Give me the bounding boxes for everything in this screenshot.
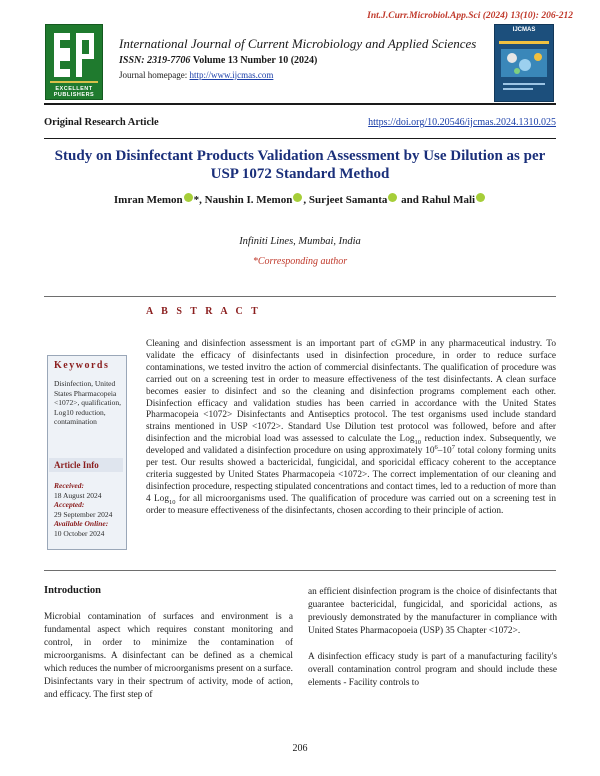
article-title: Study on Disinfectant Products Validation Assessment by Use Dilution as per USP 1072 Standard Method [54,148,546,182]
accepted-label: Accepted: [54,500,85,510]
available-online-label: Available Online: [54,519,109,529]
author-name: Imran Memon [113,194,183,206]
author-list [40,193,560,206]
introduction-heading: Introduction [44,585,101,596]
article-type-divider [44,138,556,139]
author-name: Naushin I. Memon [204,194,293,206]
affiliation: Infiniti Lines, Mumbai, India [239,236,361,247]
abstract-bottom-divider [44,570,556,571]
header-divider [44,103,556,105]
orcid-icon[interactable] [293,193,302,202]
author-separator: and [398,194,422,206]
article-type: Original Research Article [44,117,159,128]
orcid-icon[interactable] [476,193,485,202]
keywords-heading: Keywords [54,360,110,371]
journal-citation: Int.J.Curr.Microbiol.App.Sci (2024) 13(10): 206-212 [367,11,573,21]
abstract-segment: –10 [437,446,452,457]
abstract-segment: reduction index. Subsequently, we developed and validated a disinfection procedure on using approximately 10 [146,434,556,457]
logo-text: EXCELLENT PUBLISHERS [53,86,95,98]
body-right-column [308,586,557,703]
journal-cover-image [494,24,554,102]
abstract-superscript: 6 [434,444,438,452]
article-info-heading: Article Info [49,458,123,472]
body-left-column: Microbial contamination of surfaces and environment is a fundamental aspect which requires constant monitoring and control, in order to minimize the contamination of microorganisms. A disinfectant can be defined as a chemical which reduces the number of microorganisms present on a surface. Disinfectants vary in their spectrum of activity, mode of action, and efficacy. The first step of [44,612,293,700]
received-date: 18 August 2024 [54,490,102,500]
abstract-subscript: 10 [414,439,421,447]
article-info-dates [54,481,124,539]
homepage-label: Journal homepage: [119,70,190,80]
received-label: Received: [54,481,84,490]
journal-name: International Journal of Current Microbiology and Applied Sciences [119,36,477,51]
cover-title: IJCMAS [512,27,536,33]
abstract-subscript: 10 [168,498,176,506]
author-separator: , [303,194,309,206]
issn-line [119,55,317,66]
homepage-link[interactable]: http://www.ijcmas.com [189,70,274,80]
abstract-segment: for all microorganisms used. The qualification of procedure was carried out on a screening test in order to measure effectiveness of the disinfectants, chosen according to their principle of action. [146,493,556,516]
abstract-top-divider [44,296,556,297]
orcid-icon[interactable] [184,193,193,202]
abstract-text [146,339,556,518]
accepted-date: 29 September 2024 [54,509,113,519]
author-separator: *, [193,194,205,206]
body-paragraph: an efficient disinfection program is the choice of disinfectants that guarantee bactericidal, fungicidal, and sporicidal actions, as previously demonstrated by the manufacturer in compliance with United States Pharmacopoeia (USP) 35 Chapter <1072>. [308,587,557,636]
author-name: Rahul Mali [421,194,476,206]
body-paragraph: A disinfection efficacy study is part of a manufacturing facility's overall contamination control program and should include these elements - Facility controls to [308,652,557,688]
page-number: 206 [292,743,308,754]
volume: Volume 13 Number 10 (2024) [192,55,318,66]
abstract-heading: A B S T R A C T [146,306,261,317]
orcid-icon[interactable] [388,193,397,202]
corresponding-author-note: *Corresponding author [252,256,348,267]
abstract-segment: Cleaning and disinfection assessment is an important part of cGMP in any pharmaceutical industry. To validate the efficacy of disinfectants used in disinfection procedure, in order to reduce surface contaminations, we tested invitro the action of commercial disinfectants. The qualification of procedure was carried out on a screening test in order to measure effectiveness of the test disinfectants. A clean surface becomes easier to disinfect and so the cleaning and disinfection programs complement each other. Disinfection efficacy and validation studies has been carried in accordance with the United States Pharmacopeia <1072> Disinfectants and Antiseptics protocol. The test organisms used include standard strains mentioned in USP <1072>. Standard Use Dilution test protocol was followed, before and after disinfection and the microbial load was assessed to calculate the Log [146,339,556,445]
author-name: Surjeet Samanta [308,194,388,206]
abstract-segment: total colony forming units per test. Our results showed a bactericidal, fungicidal, and sporicidal efficacy coherent to the acceptance criteria suggested by United States Pharmacopeia <1072>. The correct implementation of our cleaning and disinfection procedure, respecting stipulated concentrations and contact times, led to a reduction of more than 4 Log [146,446,556,504]
issn: ISSN: 2319-7706 [119,55,191,66]
available-online-date: 10 October 2024 [54,528,105,538]
doi-link[interactable]: https://doi.org/10.20546/ijcmas.2024.1310.025 [368,117,556,128]
abstract-superscript: 7 [451,444,455,452]
keywords-list: Disinfection, United States Pharmacopeia <1072>, qualification, Log10 reduction, contamination [54,379,121,427]
journal-homepage [119,70,273,80]
